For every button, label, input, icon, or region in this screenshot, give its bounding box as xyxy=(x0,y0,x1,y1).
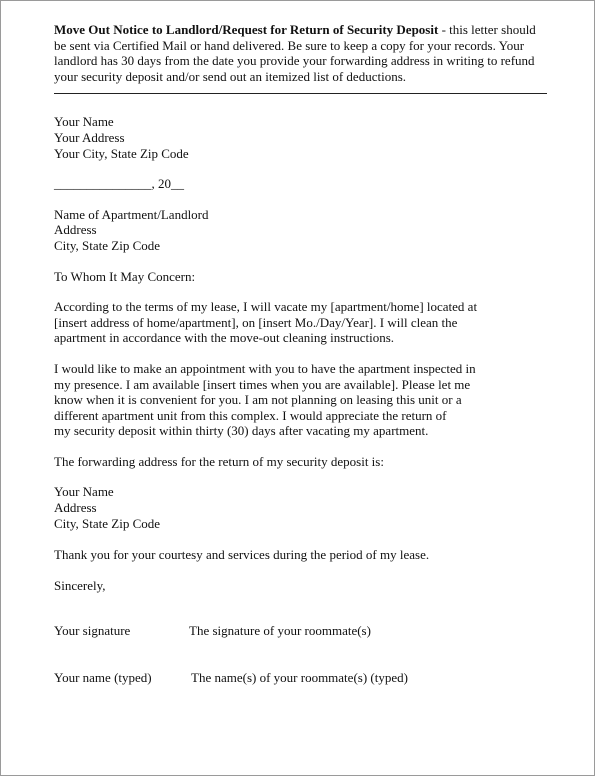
paragraph-line: I would like to make an appointment with you to have the apartment inspected in xyxy=(54,360,476,376)
your-name-typed-label: Your name (typed) xyxy=(54,670,152,686)
sender-city-state-zip: Your City, State Zip Code xyxy=(54,145,189,161)
instructions-header xyxy=(54,22,550,84)
recipient-address xyxy=(54,207,550,254)
sender-name: Your Name xyxy=(54,114,114,130)
typed-name-row xyxy=(54,670,550,686)
date-blank: _______________, 20__ xyxy=(54,176,184,192)
paragraph-inspection xyxy=(54,361,550,439)
recipient-name: Name of Apartment/Landlord xyxy=(54,206,209,222)
salutation xyxy=(54,269,550,285)
forwarding-intro-text: The forwarding address for the return of my security deposit is: xyxy=(54,453,384,469)
closing-thanks-text: Thank you for your courtesy and services during the period of my lease. xyxy=(54,547,430,563)
paragraph-line: different apartment unit from this complex. I would appreciate the return of xyxy=(54,407,447,423)
paragraph-vacate xyxy=(54,299,550,346)
roommate-name-typed-label: The name(s) of your roommate(s) (typed) xyxy=(191,670,408,686)
signature-row xyxy=(54,623,550,639)
salutation-text: To Whom It May Concern: xyxy=(54,268,196,284)
your-signature-label: Your signature xyxy=(54,623,131,639)
forwarding-name: Your Name xyxy=(54,484,114,500)
forwarding-street: Address xyxy=(54,500,97,516)
header-divider xyxy=(54,93,547,94)
closing xyxy=(54,578,550,594)
instructions-body: - this letter should be sent via Certified Mail or hand delivered. Be sure to keep a copy for your records. Your landlord has 30 days from the date you provide your forwarding address in writing to refund your security deposit and/or send out an itemized list of deductions. xyxy=(54,22,536,84)
recipient-city-state-zip: City, State Zip Code xyxy=(54,237,161,253)
paragraph-line: know when it is convenient for you. I am not planning on leasing this unit or a xyxy=(54,392,462,408)
paragraph-line: apartment in accordance with the move-out cleaning instructions. xyxy=(54,330,395,346)
forwarding-address xyxy=(54,484,550,531)
instructions-text xyxy=(54,22,550,84)
paragraph-line: my presence. I am available [insert times when you are available]. Please let me xyxy=(54,376,471,392)
closing-text: Sincerely, xyxy=(54,577,106,593)
paragraph-line: According to the terms of my lease, I will vacate my [apartment/home] located at xyxy=(54,299,478,315)
recipient-street: Address xyxy=(54,222,97,238)
paragraph-line: [insert address of home/apartment], on [insert Mo./Day/Year]. I will clean the xyxy=(54,314,458,330)
paragraph-line: my security deposit within thirty (30) days after vacating my apartment. xyxy=(54,423,429,439)
sender-address xyxy=(54,114,550,161)
forwarding-city-state-zip: City, State Zip Code xyxy=(54,515,161,531)
document-title: Move Out Notice to Landlord/Request for Return of Security Deposit xyxy=(54,22,439,37)
roommate-signature-label: The signature of your roommate(s) xyxy=(189,623,371,639)
letter-content xyxy=(54,22,550,686)
closing-thanks xyxy=(54,547,550,563)
date-line xyxy=(54,176,550,192)
forwarding-intro xyxy=(54,454,550,470)
sender-street: Your Address xyxy=(54,129,125,145)
